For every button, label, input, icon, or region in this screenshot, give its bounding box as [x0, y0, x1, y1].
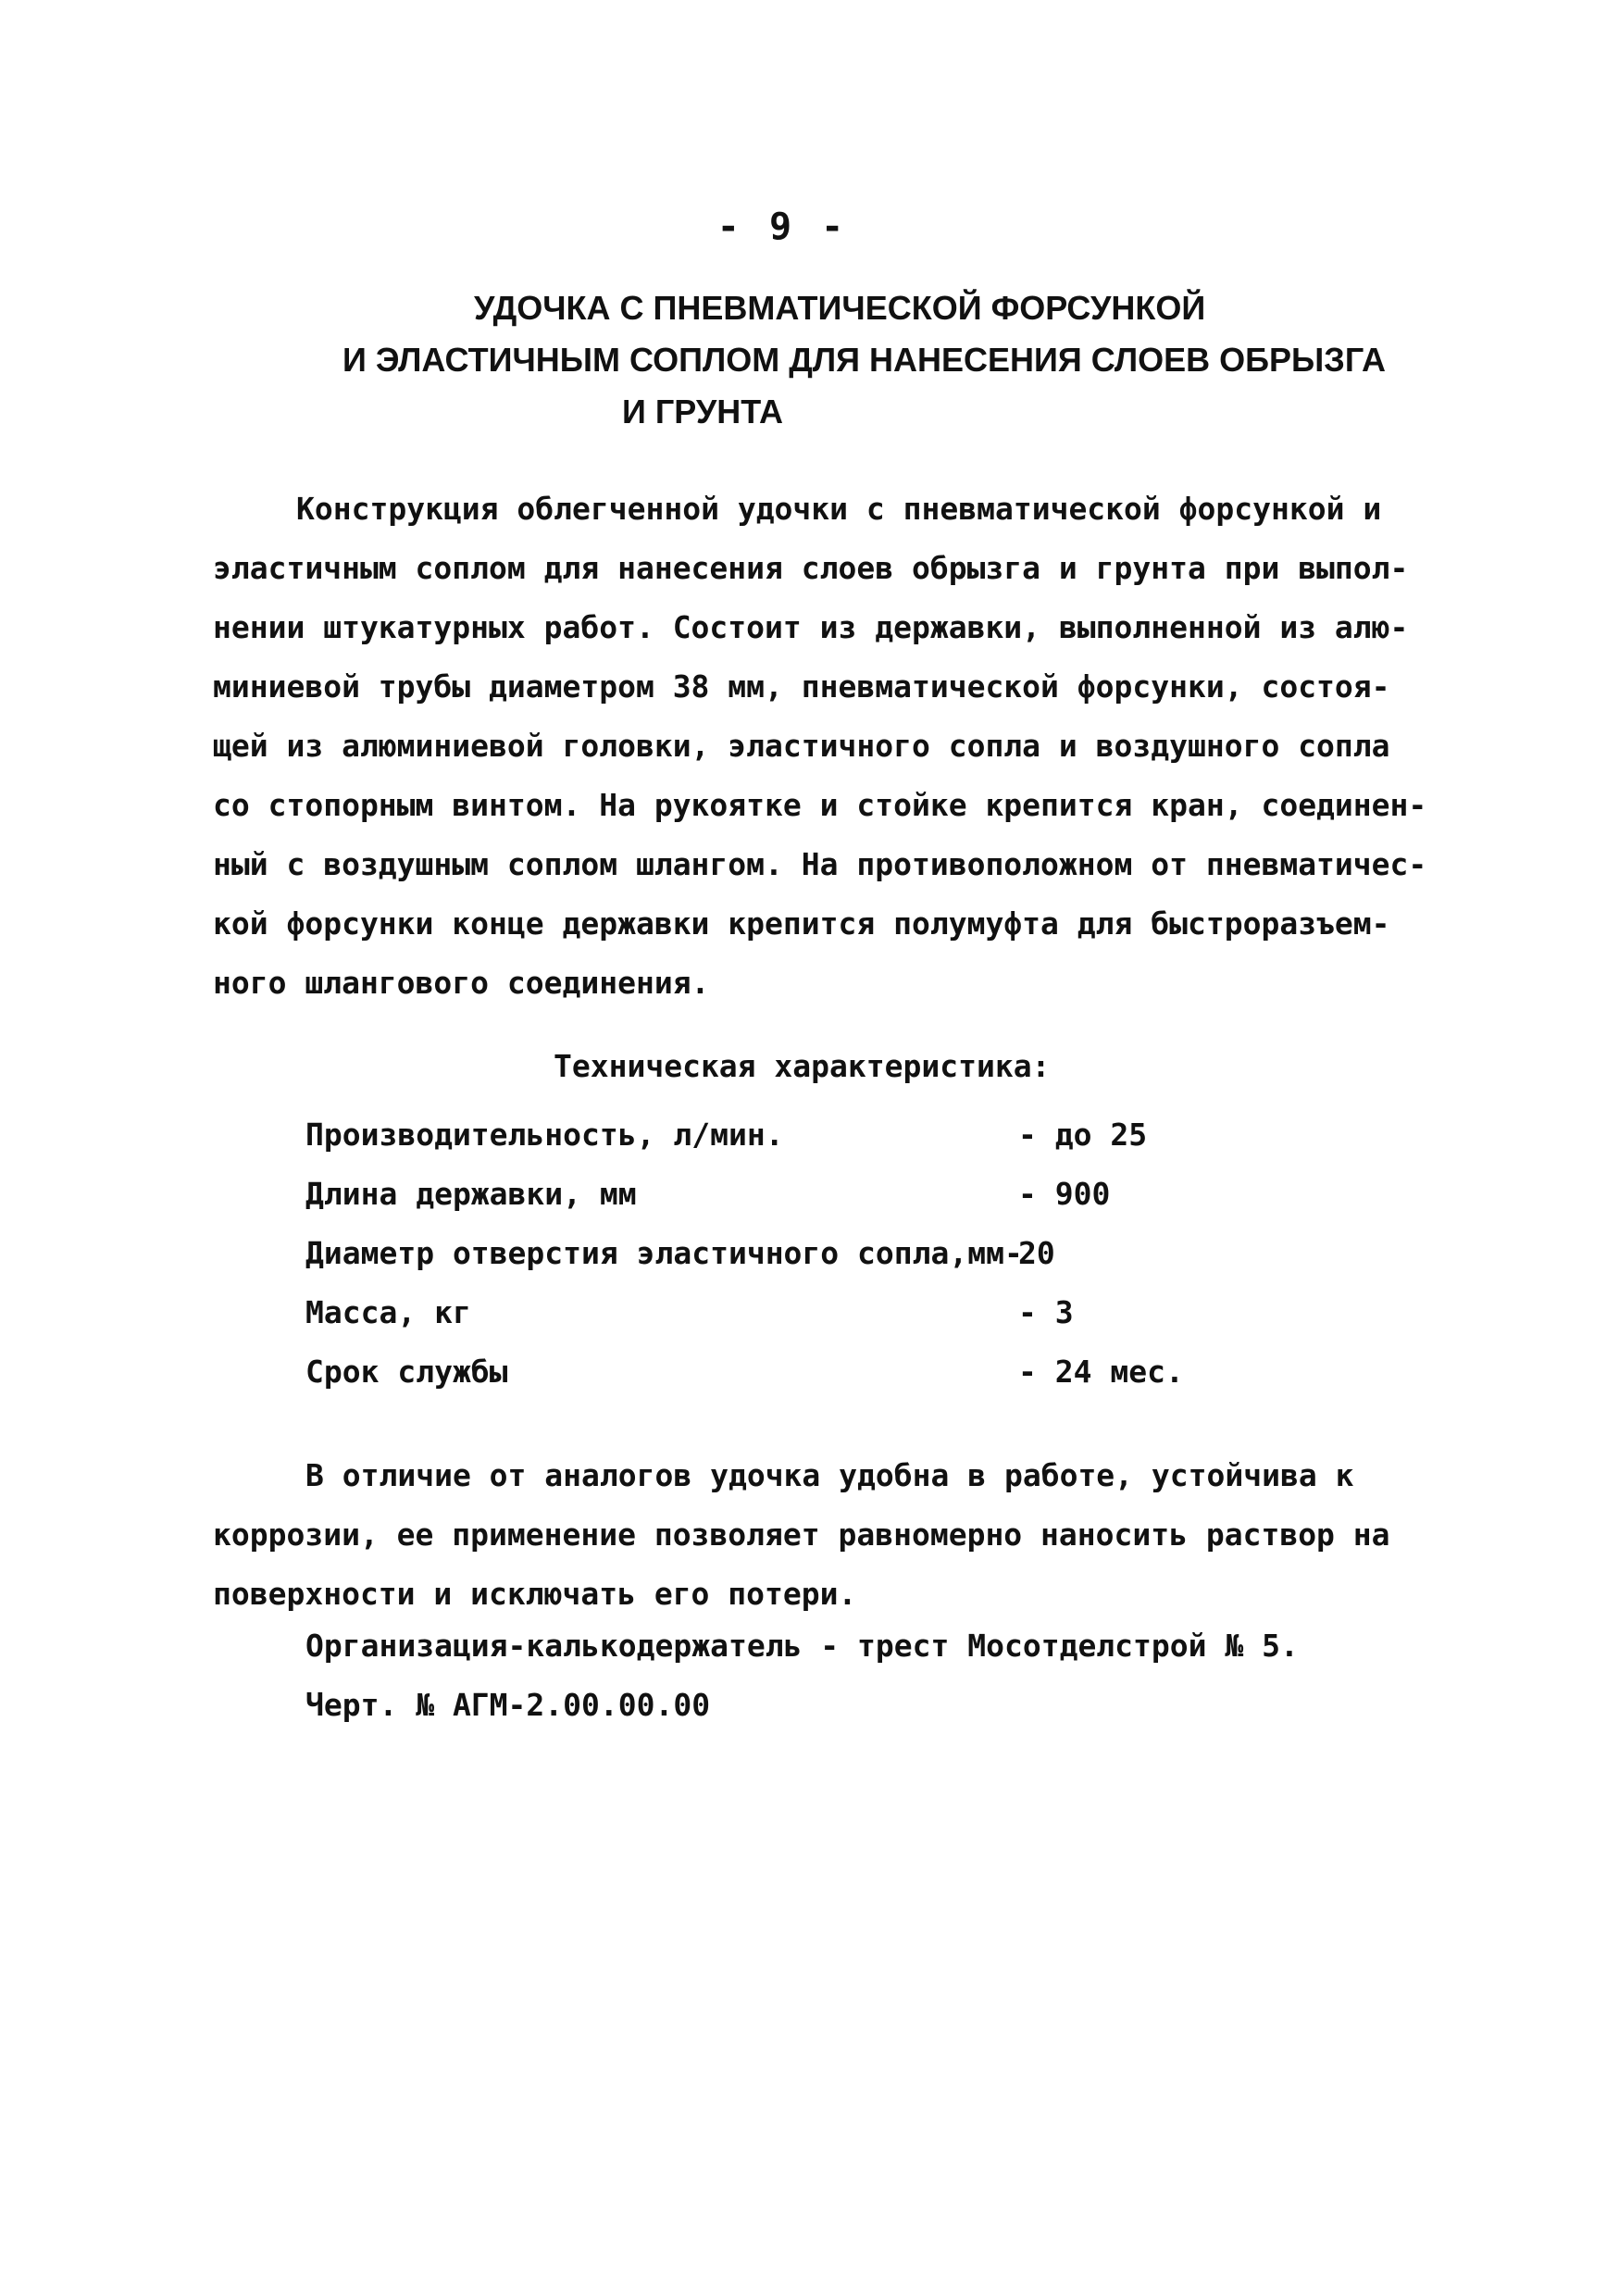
spec-value: - до 25: [1018, 1117, 1148, 1153]
description-line: ного шлангового соединения.: [213, 965, 710, 1001]
title-line-1: УДОЧКА С ПНЕВМАТИЧЕСКОЙ ФОРСУНКОЙ: [474, 289, 1206, 327]
spec-row: [305, 1176, 1231, 1235]
advantages-line: коррозии, ее применение позволяет равномерно наносить раствор на: [213, 1516, 1390, 1553]
description-paragraph: [213, 480, 1472, 1013]
advantages-line: поверхности и исключать его потери.: [213, 1576, 857, 1612]
spec-label: Диаметр отверстия эластичного сопла,мм-: [305, 1235, 1023, 1271]
spec-row: [305, 1294, 1231, 1354]
description-line: ный с воздушным соплом шлангом. На противоположном от пневматичес-: [213, 846, 1427, 882]
description-line: Конструкция облегченной удочки с пневматической форсункой и: [296, 491, 1382, 527]
tech-spec-list: [305, 1117, 1231, 1413]
description-line: эластичным соплом для нанесения слоев обрызга и грунта при выпол-: [213, 550, 1409, 586]
description-line: нении штукатурных работ. Состоит из державки, выполненной из алю-: [213, 609, 1409, 645]
description-line: миниевой трубы диаметром 38 мм, пневматической форсунки, состоя-: [213, 668, 1390, 705]
spec-row: [305, 1117, 1231, 1176]
spec-row: [305, 1235, 1231, 1294]
spec-value: - 24 мес.: [1018, 1354, 1184, 1390]
spec-label: Масса, кг: [305, 1294, 471, 1330]
title-line-3: И ГРУНТА: [622, 393, 783, 430]
description-line: щей из алюминиевой головки, эластичного сопла и воздушного сопла: [213, 728, 1390, 764]
description-line: со стопорным винтом. На рукоятке и стойке крепится кран, соединен-: [213, 787, 1427, 823]
advantages-paragraph: [213, 1446, 1472, 1624]
spec-value: - 900: [1018, 1176, 1111, 1212]
spec-value: 20: [1018, 1235, 1055, 1271]
tech-spec-heading: Техническая характеристика:: [554, 1048, 1051, 1084]
description-line: кой форсунки конце державки крепится полумуфта для быстроразъем-: [213, 905, 1390, 942]
spec-label: Длина державки, мм: [305, 1176, 637, 1212]
organization-line: Организация-калькодержатель - трест Мосотделстрой № 5.: [305, 1628, 1299, 1664]
page-number: - 9 -: [716, 206, 848, 248]
spec-label: Срок службы: [305, 1354, 508, 1390]
spec-value: - 3: [1018, 1294, 1074, 1330]
spec-label: Производительность, л/мин.: [305, 1117, 784, 1153]
drawing-number: Черт. № АГМ-2.00.00.00: [305, 1687, 711, 1723]
title-line-2: И ЭЛАСТИЧНЫМ СОПЛОМ ДЛЯ НАНЕСЕНИЯ СЛОЕВ ОБРЫЗГА: [342, 341, 1386, 379]
advantages-line: В отличие от аналогов удочка удобна в работе, устойчива к: [305, 1457, 1354, 1493]
spec-row: [305, 1354, 1231, 1413]
